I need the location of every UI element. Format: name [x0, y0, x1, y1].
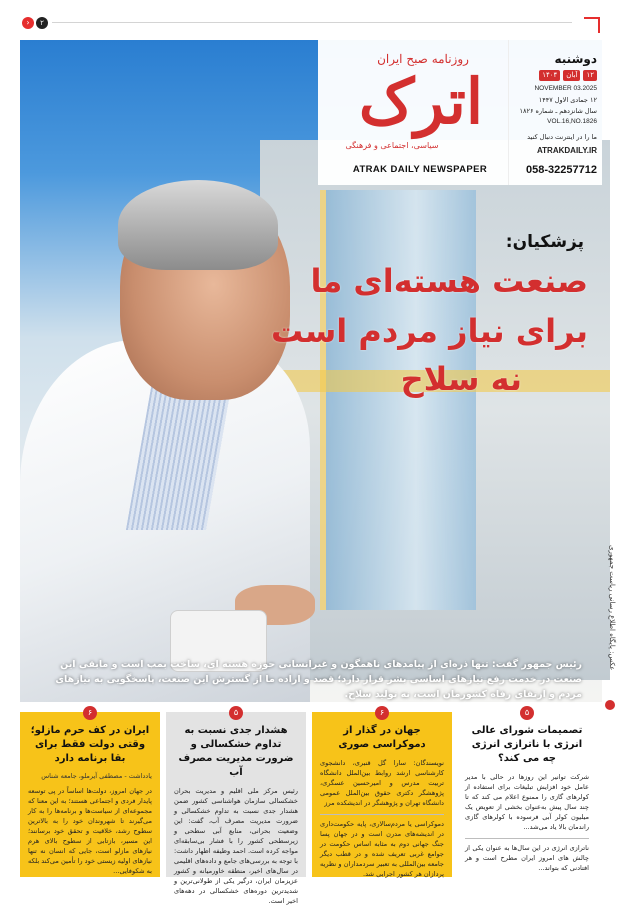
newspaper-name-en: ATRAK DAILY NEWSPAPER: [352, 164, 488, 175]
teaser-body: در جهان امروز، دولت‌ها اساساً در پی توسعه پایدار فردی و اجتماعی هستند؛ به این معنا که مجموعه‌ای از سیاست‌ها و برنامه‌ها را به کار می‌گیرند تا شهروندان خود را به بالاترین سطوح رشد، خلاقیت و تحقق خود برسانند؛ این مسیر، بازتابی از سطوح بالای هرم نیازهای مازلو است، جایی که انسان نه تنها نیازهای اولیه زیستی خود را تأمین می‌کند بلکه به شکوفایی...: [28, 787, 152, 875]
phone-number: 058-32257712: [526, 164, 597, 176]
headline-line-3: نه سلاح: [400, 360, 522, 398]
date-hijri: ۱۲ جمادی الاول ۱۴۴۷: [538, 96, 597, 104]
newspaper-logo: اترک: [358, 65, 484, 138]
masthead: [318, 40, 602, 185]
page-ref-badge: ۵: [229, 706, 243, 720]
teaser-body: شرکت توانیر این روزها در حالی با مدیر عامل خود افزایش تبلیغات برای استفاده از کولرهای گازی را ممنوع اعلام می کند که تا چند سال پیش به‌عنوان بخشی از تعویض یک میلیون کولر آبی فرسوده با کولرهای گازی راندمان بالا یاد می‌شد...: [465, 773, 589, 831]
main-headline[interactable]: [270, 232, 602, 402]
contact-label: ما را در اینترنت دنبال کنید: [527, 133, 597, 141]
top-strip: [0, 0, 620, 40]
teaser-title: هشدار جدی نسبت به تداوم خشکسالی و ضرورت مدیریت مصرف آب: [178, 725, 294, 778]
teaser-more: ناترازی انرژی در این سال‌ها به عنوان یکی از چالش های امروز ایران مطرح است و هر افتادنی که بتواند...: [465, 838, 589, 873]
teaser-energy[interactable]: [457, 708, 597, 877]
headline-line-1: صنعت هسته‌ای ما: [310, 262, 588, 300]
date-month: آبان: [563, 70, 580, 81]
teaser-authors: نویسندگان: سارا گل قنبری، دانشجوی کارشناسی ارشد روابط بین‌الملل دانشگاه تربیت مدرس و امیرحسین عسگری، پژوهشگر دکتری حقوق بین‌الملل عمومی دانشگاه تهران و پژوهشگر در اندیشکده مرز: [320, 759, 444, 807]
weekday: دوشنبه: [554, 52, 597, 66]
issue-fa: سال شانزدهم ـ شماره ۱۸۲۶: [519, 107, 597, 115]
date-en: NOVEMBER 03.2025: [534, 85, 597, 92]
teaser-title: تصمیمات شورای عالی انرژی با ناترازی انرژی چه می کند؟: [471, 725, 583, 764]
date-pills: [539, 70, 597, 81]
next-page-icon[interactable]: ›: [22, 17, 34, 29]
logo-area[interactable]: [318, 40, 508, 185]
credit-marker-icon: [605, 700, 615, 710]
date-day: ۱۲: [583, 70, 597, 81]
teaser-democracy[interactable]: [312, 708, 452, 878]
top-divider: [52, 22, 572, 23]
teaser-title: جهان در گذار از دموکراسی صوری: [338, 725, 426, 750]
page-ref-badge: ۶: [375, 706, 389, 720]
teaser-maslow[interactable]: [20, 708, 160, 877]
page-ref-badge: ۶: [83, 706, 97, 720]
headline-kicker: پزشکیان:: [505, 232, 584, 252]
page-ref-badge: ۵: [520, 706, 534, 720]
photo-credit: عکس: پایگاه اطلاع رسانی ریاست جمهوری: [608, 545, 616, 671]
corner-mark: [584, 17, 600, 33]
teaser-title: ایران در کف حرم مازلو؛ وقتی دولت فقط برای بقا برنامه دارد: [30, 725, 150, 764]
date-year: ۱۴۰۴: [539, 70, 560, 81]
teaser-byline: یادداشت - مصطفی آیرملو، جامعه شناس: [41, 772, 152, 780]
teaser-row: [20, 708, 602, 905]
photo-caption: رئیس جمهور گفت: تنها ذره‌ای از پیامدهای ناهمگون و غیرانسانی حوزه هسته ای، ساخت بمب است و مابقی این صنعت در خدمت رفع نیازهای اساسی بشر قرار دارد؛ قصد و اراده ما از گسترش این صنعت، پاسخگویی به نیازهای مردم و ارتقای رفاه کشورمان است، نه تولید سلاح.: [55, 659, 582, 700]
website-link[interactable]: ATRAKDAILY.IR: [536, 146, 597, 155]
teaser-more: دموکراسی یا مردم‌سالاری، پایه حکومت‌داری در اندیشه‌های مدرن است و در جهان پسا جنگ جهانی دوم به مثابه اساس حکومت در جوامع غربی تعریف شده و در قطب دیگر جامعه بین‌المللی به تعبیر سردمداران و نظریه پردازان هر کشور اجرایی شد.: [320, 814, 444, 879]
logo-subtitle: روزنامه صبح ایران: [377, 52, 469, 66]
page-number-badge: ۲: [36, 17, 48, 29]
logo-tagline: سیاسی، اجتماعی و فرهنگی: [345, 141, 439, 150]
issue-info: [508, 40, 603, 185]
headline-line-2: برای نیاز مردم است: [270, 312, 588, 350]
issue-en: VOL.16,NO.1826: [547, 118, 597, 125]
teaser-drought[interactable]: [166, 708, 306, 905]
teaser-body: رئیس مرکز ملی اقلیم و مدیریت بحران خشکسالی سازمان هواشناسی کشور ضمن هشدار جدی نسبت به تداوم خشکسالی و ضرورت مدیریت مصرف آب، گفت: این وضعیت بحرانی، منابع آبی سطحی و زیرسطحی کشور را با فشار بی‌سابقه‌ای مواجه کرده است. احمد وظیفه اظهار داشت: با توجه به بررسی‌های جامع و داده‌های اقلیمی در سال‌های اخیر، منطقه خاورمیانه و کشور عزیزمان ایران، درگیر یکی از طولانی‌ترین و شدیدترین دوره‌های خشکسالی در دهه‌های اخیر است.: [174, 787, 298, 905]
man-hair: [118, 180, 278, 270]
